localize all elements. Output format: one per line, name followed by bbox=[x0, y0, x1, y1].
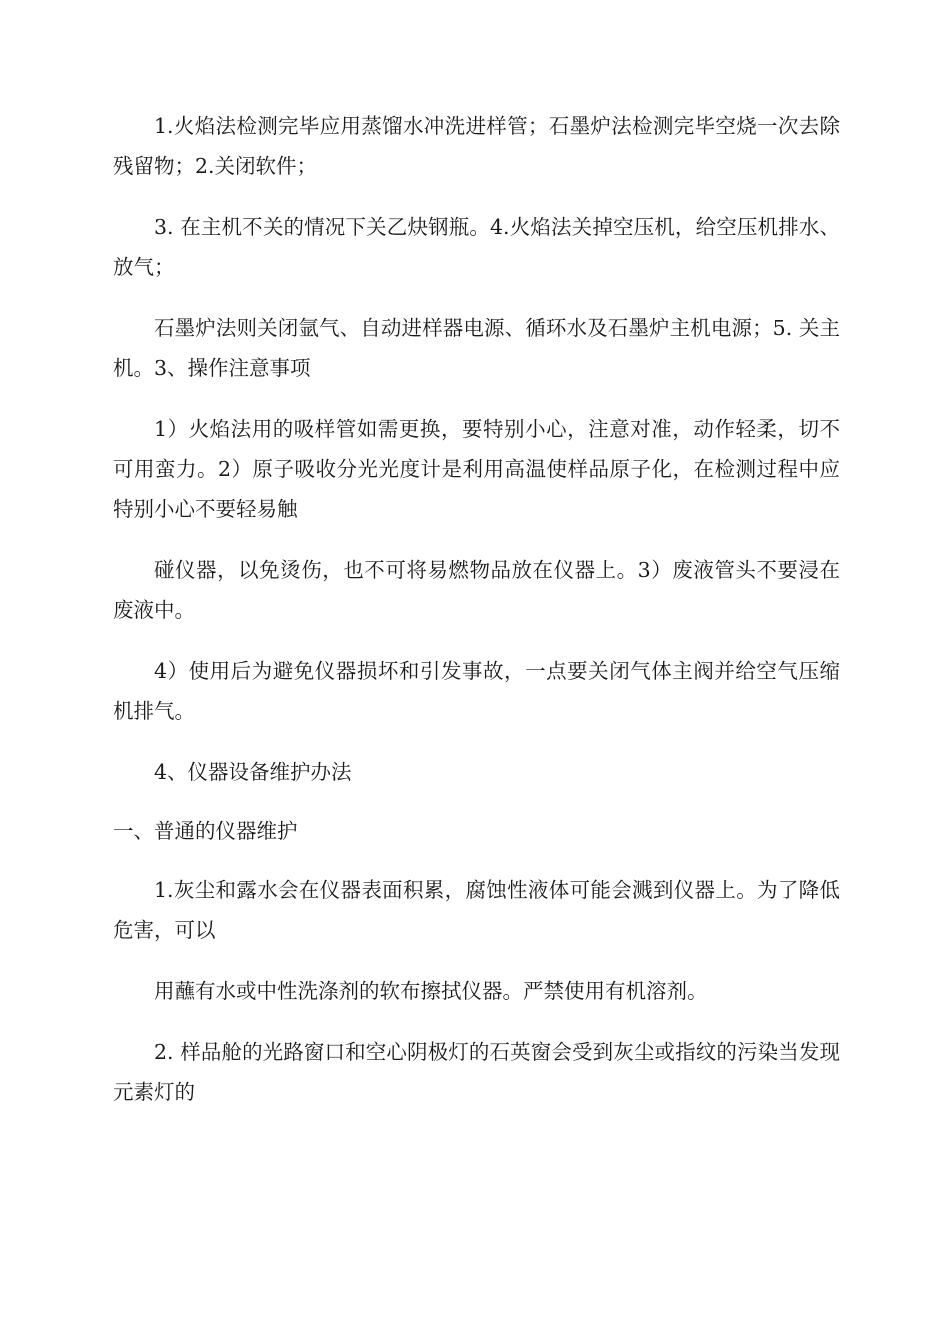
paragraph-maintenance-2: 2. 样品舱的光路窗口和空心阴极灯的石英窗会受到灰尘或指纹的污染当发现元素灯的 bbox=[113, 1040, 840, 1104]
document-body bbox=[113, 106, 840, 1133]
paragraph-shutdown-steps-1: 1.火焰法检测完毕应用蒸馏水冲洗进样管；石墨炉法检测完毕空烧一次去除残留物；2.关闭软件； bbox=[113, 114, 840, 178]
paragraph-maintenance-1: 1.灰尘和露水会在仪器表面积累，腐蚀性液体可能会溅到仪器上。为了降低危害，可以 bbox=[113, 878, 840, 942]
paragraph-maintenance-1-cont: 用蘸有水或中性洗涤剂的软布擦拭仪器。严禁使用有机溶剂。 bbox=[154, 979, 708, 1003]
subsection-heading-general-maintenance: 一、普通的仪器维护 bbox=[113, 819, 298, 843]
paragraph-operation-notes-2: 碰仪器，以免烫伤，也不可将易燃物品放在仪器上。3）废液管头不要浸在废液中。 bbox=[113, 558, 840, 622]
paragraph-shutdown-steps-2: 3. 在主机不关的情况下关乙炔钢瓶。4.火焰法关掉空压机，给空压机排水、放气； bbox=[113, 215, 840, 279]
paragraph-graphite-furnace-shutdown: 石墨炉法则关闭氩气、自动进样器电源、循环水及石墨炉主机电源；5. 关主机。3、操作注意事项 bbox=[113, 316, 840, 380]
paragraph-operation-notes-1: 1）火焰法用的吸样管如需更换，要特别小心，注意对准，动作轻柔，切不可用蛮力。2）原子吸收分光光度计是利用高温使样品原子化，在检测过程中应特别小心不要轻易触 bbox=[113, 417, 840, 521]
section-heading-maintenance: 4、仪器设备维护办法 bbox=[154, 760, 352, 784]
paragraph-operation-notes-3: 4）使用后为避免仪器损坏和引发事故，一点要关闭气体主阀并给空气压缩机排气。 bbox=[113, 659, 840, 723]
